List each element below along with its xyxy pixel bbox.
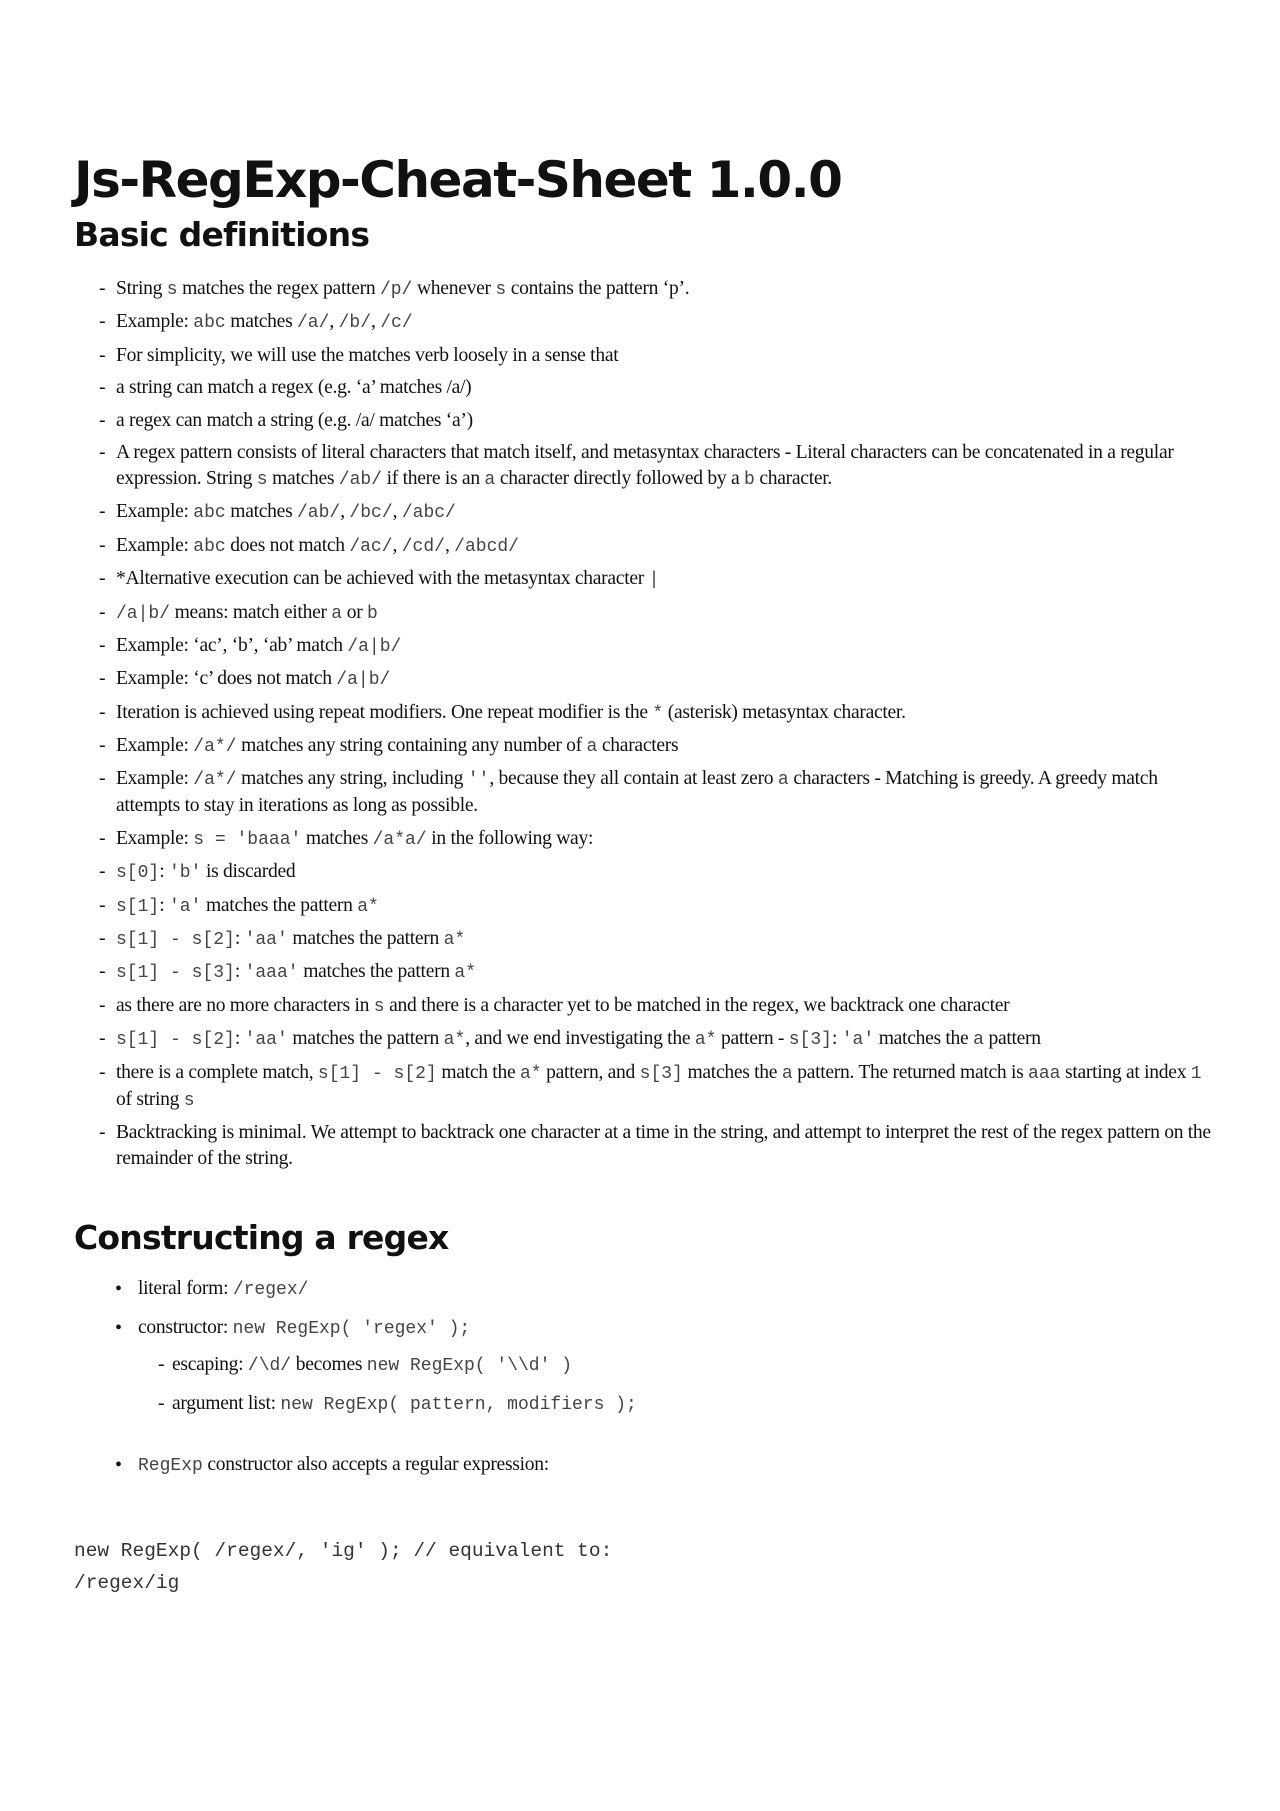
code-inline: RegExp	[138, 1455, 203, 1476]
code-inline: /a/	[297, 313, 330, 334]
text-segment: character.	[754, 467, 832, 489]
code-inline: /ab/	[338, 469, 383, 490]
list-item	[74, 1276, 1214, 1303]
code-inline: 'aaa'	[244, 963, 299, 984]
code-inline: s[1]	[116, 896, 160, 917]
code-inline: s	[183, 1090, 195, 1111]
text-segment: does not match	[225, 534, 350, 556]
list-item	[74, 533, 1214, 560]
text-segment: there is a complete match,	[116, 1061, 318, 1083]
text-segment: :	[159, 861, 169, 883]
code-inline: /a|b/	[347, 636, 402, 657]
code-inline: s	[256, 469, 268, 490]
list-item	[74, 766, 1214, 819]
code-inline: b	[743, 469, 755, 490]
text-segment: :	[234, 928, 245, 950]
list-item	[74, 408, 1214, 434]
list-item	[74, 499, 1214, 526]
code-inline: new RegExp( pattern, modifiers );	[280, 1394, 637, 1415]
text-segment: matches any string containing any number of	[236, 735, 587, 757]
text-segment: String	[116, 278, 167, 299]
code-inline: a*	[454, 963, 477, 984]
code-inline: /c/	[380, 313, 413, 334]
code-inline: s[0]	[116, 863, 160, 884]
text-segment: match the	[436, 1061, 520, 1083]
code-inline: a	[781, 1063, 793, 1084]
list-item	[74, 993, 1214, 1020]
text-segment: characters - Matching is greedy. A greedy match attempts to stay in iterations as long as possible.	[116, 768, 1158, 817]
text-segment: Example:	[116, 768, 194, 790]
list-item	[74, 959, 1214, 986]
list-item	[74, 666, 1214, 693]
code-inline: s	[166, 280, 178, 300]
text-segment: matches	[225, 501, 297, 523]
text-segment: means: match either	[170, 601, 332, 623]
page-title: Js-RegExp-Cheat-Sheet 1.0.0	[74, 151, 842, 209]
text-segment: contains the pattern ‘p’.	[506, 278, 690, 299]
text-segment: or	[342, 601, 368, 623]
list-item	[74, 440, 1214, 493]
section-heading-construct: Constructing a regex	[74, 1217, 449, 1257]
text-segment: ,	[329, 311, 339, 333]
text-segment: Iteration is achieved using repeat modifiers. One repeat modifier is the	[116, 701, 653, 723]
text-segment: and there is a character yet to be matched in the regex, we backtrack one character	[384, 994, 1010, 1016]
text-segment: :	[159, 894, 169, 916]
code-inline: a*	[443, 1030, 466, 1051]
text-segment: matches the	[682, 1061, 782, 1083]
list-item	[74, 1120, 1214, 1172]
constructor-sublist	[138, 1352, 1214, 1418]
text-segment: pattern -	[716, 1028, 789, 1050]
text-segment: of string	[116, 1088, 184, 1110]
code-inline: s[1] - s[3]	[116, 963, 235, 984]
list-item	[74, 375, 1214, 401]
list-item	[74, 859, 1214, 886]
code-inline: s = 'baaa'	[193, 829, 302, 850]
code-inline: 'aa'	[244, 930, 288, 951]
text-segment: Example:	[116, 534, 194, 556]
list-item	[74, 600, 1214, 627]
list-item	[74, 343, 1214, 369]
code-inline: abc	[193, 313, 226, 334]
code-inline: |	[648, 570, 660, 591]
text-segment: as there are no more characters in	[116, 994, 374, 1016]
code-inline: /a*/	[193, 737, 237, 758]
code-inline: aaa	[1028, 1063, 1061, 1084]
text-segment: matches the pattern	[201, 894, 358, 916]
section-heading-basic: Basic definitions	[74, 215, 370, 254]
code-inline: abc	[193, 536, 226, 557]
arglist-label: argument list:	[172, 1392, 281, 1414]
text-segment: :	[831, 1028, 842, 1050]
code-inline: /p/	[379, 280, 413, 300]
code-inline: s	[373, 996, 385, 1017]
text-segment: characters	[597, 735, 679, 757]
list-item	[74, 1452, 1214, 1479]
code-inline: s	[495, 280, 507, 300]
text-segment: a regex can match a string (e.g. /a/ matches ‘a’)	[116, 409, 473, 431]
text-segment: whenever	[412, 278, 496, 299]
text-segment: pattern. The returned match is	[792, 1061, 1029, 1083]
code-inline: 'b'	[168, 863, 202, 884]
text-segment: , and we end investigating the	[465, 1028, 695, 1050]
text-segment: ,	[392, 534, 402, 556]
code-inline: /ab/	[297, 503, 341, 524]
text-segment: matches the pattern	[287, 1028, 444, 1050]
text-segment: in the following way:	[426, 827, 594, 849]
code-block: new RegExp( /regex/, 'ig' ); // equivalent to: /regex/ig	[74, 1539, 613, 1594]
literal-label: literal form:	[138, 1277, 233, 1299]
list-item	[74, 1026, 1214, 1053]
escaping-label: escaping:	[172, 1353, 248, 1375]
text-segment: A regex pattern consists of literal characters that match itself, and metasyntax characters - Literal characters can be concatenated in a regular expression. String	[116, 441, 1174, 489]
text-segment: *Alternative execution can be achieved with the metasyntax character	[116, 568, 649, 590]
code-inline: b	[367, 603, 378, 624]
text-segment: matches any string, including	[236, 768, 468, 790]
text-segment: ,	[444, 534, 455, 556]
code-inline: ''	[467, 770, 490, 791]
code-inline: a	[586, 737, 598, 758]
code-inline: 'aa'	[244, 1030, 288, 1051]
escaping-text: becomes	[291, 1353, 367, 1375]
list-item	[74, 826, 1214, 853]
list-item	[74, 633, 1214, 660]
list-item	[74, 566, 1214, 593]
list-item	[74, 700, 1214, 727]
code-inline: /cd/	[401, 536, 445, 557]
code-inline: 'a'	[168, 896, 202, 917]
list-item	[74, 276, 1214, 303]
list-item	[74, 926, 1214, 953]
text-segment: matches the pattern	[287, 928, 444, 950]
text-segment: For simplicity, we will use the matches verb loosely in a sense that	[116, 344, 619, 366]
text-segment: matches	[301, 827, 373, 849]
code-inline: 1	[1190, 1063, 1202, 1084]
text-segment: (asterisk) metasyntax character.	[663, 701, 906, 723]
text-segment: :	[234, 1028, 245, 1050]
code-inline: a*	[443, 930, 466, 951]
text-segment: Example:	[116, 827, 194, 849]
code-inline: a	[331, 603, 343, 624]
code-inline: /regex/	[232, 1279, 309, 1300]
text-segment: Example: ‘c’ does not match	[116, 668, 337, 690]
text-segment: pattern, and	[541, 1061, 640, 1083]
text-segment: matches the regex pattern	[177, 278, 380, 299]
code-inline: a	[484, 469, 496, 490]
text-segment: ,	[392, 501, 402, 523]
list-item	[158, 1352, 1214, 1379]
text-segment: Example:	[116, 311, 194, 333]
text-segment: character directly followed by a	[495, 467, 744, 489]
text-segment: ,	[340, 501, 350, 523]
code-inline: /bc/	[349, 503, 393, 524]
code-inline: /\d/	[247, 1355, 292, 1376]
code-inline: new RegExp( 'regex' );	[232, 1318, 471, 1339]
construct-list	[74, 1276, 1214, 1479]
code-inline: 'a'	[841, 1030, 875, 1051]
regexp-text: constructor also accepts a regular expression:	[202, 1453, 549, 1475]
code-inline: a*	[519, 1063, 542, 1084]
code-inline: /a*/	[193, 770, 237, 791]
code-inline: /ac/	[349, 536, 393, 557]
text-segment: Example:	[116, 735, 194, 757]
list-item	[74, 733, 1214, 760]
list-item	[74, 1315, 1214, 1418]
code-inline: /b/	[338, 313, 372, 334]
code-inline: a	[777, 770, 789, 791]
text-segment: matches	[267, 467, 339, 489]
code-inline: /a*a/	[372, 829, 427, 850]
code-inline: s[3]	[788, 1030, 832, 1051]
text-segment: if there is an	[382, 467, 485, 489]
text-segment: , because they all contain at least zero	[489, 768, 778, 790]
list-item	[74, 893, 1214, 920]
text-segment: starting at index	[1060, 1061, 1191, 1083]
code-inline: /a|b/	[336, 670, 391, 691]
text-segment: Example:	[116, 501, 194, 523]
list-item	[74, 1060, 1214, 1114]
text-segment: matches the pattern	[298, 961, 455, 983]
code-inline: a	[973, 1030, 984, 1051]
code-inline: s[1] - s[2]	[116, 930, 235, 951]
code-inline: a*	[357, 896, 379, 917]
text-segment: Backtracking is minimal. We attempt to backtrack one character at a time in the string, and attempt to interpret the rest of the regex pattern on the remainder of the string.	[116, 1121, 1211, 1169]
document-page	[74, 150, 1214, 1599]
code-inline: s[1] - s[2]	[116, 1030, 235, 1051]
text-segment: is discarded	[201, 861, 296, 883]
text-segment: a string can match a regex (e.g. ‘a’ matches /a/)	[116, 377, 472, 399]
text-segment: matches	[225, 311, 297, 333]
code-inline: s[1] - s[2]	[317, 1063, 437, 1084]
code-inline: new RegExp( '\\d' )	[366, 1355, 573, 1376]
list-item	[158, 1391, 1214, 1418]
text-segment: Example: ‘ac’, ‘b’, ‘ab’ match	[116, 634, 348, 656]
text-segment: :	[234, 961, 245, 983]
code-inline: a*	[694, 1030, 717, 1051]
code-inline: /abc/	[401, 503, 456, 524]
basic-definitions-list	[74, 276, 1214, 1172]
constructor-label: constructor:	[138, 1316, 233, 1338]
code-inline: *	[652, 703, 664, 724]
code-inline: abc	[193, 503, 226, 524]
code-inline: s[3]	[639, 1063, 683, 1084]
list-item	[74, 309, 1214, 336]
code-inline: /abcd/	[454, 536, 519, 557]
text-segment: ,	[371, 311, 381, 333]
text-segment: matches the	[874, 1028, 974, 1050]
text-segment: pattern	[983, 1028, 1041, 1050]
code-inline: /a|b/	[116, 603, 171, 624]
